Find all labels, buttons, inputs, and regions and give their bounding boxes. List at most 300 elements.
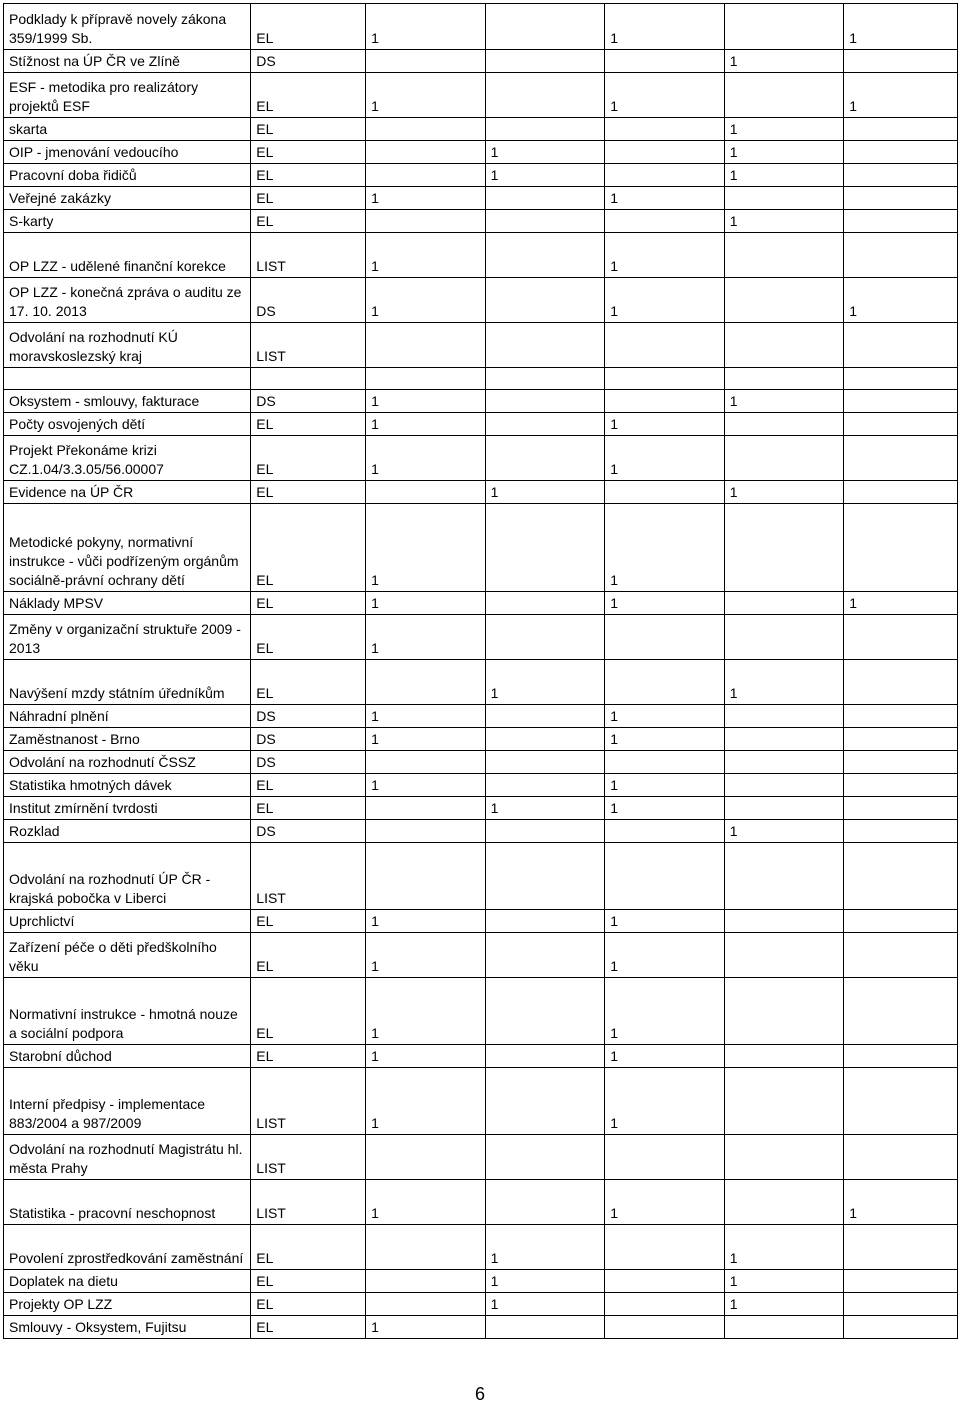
cell-name: Oksystem - smlouvy, fakturace — [4, 390, 251, 413]
cell-col-2 — [485, 187, 605, 210]
cell-col-5 — [844, 705, 958, 728]
cell-col-5 — [844, 933, 958, 978]
cell-col-5 — [844, 118, 958, 141]
cell-col-3: 1 — [605, 278, 725, 323]
table-row — [4, 413, 958, 436]
cell-col-1: 1 — [366, 933, 486, 978]
cell-col-4 — [724, 436, 844, 481]
cell-col-1 — [366, 368, 486, 390]
cell-col-5 — [844, 1068, 958, 1135]
table-row — [4, 660, 958, 705]
records-table — [3, 3, 958, 1339]
cell-col-5 — [844, 164, 958, 187]
cell-col-5 — [844, 390, 958, 413]
cell-type: LIST — [251, 233, 366, 278]
cell-col-2 — [485, 1045, 605, 1068]
table-row — [4, 141, 958, 164]
cell-type: EL — [251, 210, 366, 233]
cell-col-1: 1 — [366, 504, 486, 592]
cell-col-3: 1 — [605, 910, 725, 933]
cell-col-3: 1 — [605, 4, 725, 50]
cell-col-4 — [724, 73, 844, 118]
cell-col-4 — [724, 1045, 844, 1068]
table-row — [4, 4, 958, 50]
cell-col-4 — [724, 368, 844, 390]
table-row — [4, 1316, 958, 1339]
cell-col-3 — [605, 141, 725, 164]
cell-name: Podklady k přípravě novely zákona 359/1999 Sb. — [4, 4, 251, 50]
cell-col-1: 1 — [366, 278, 486, 323]
cell-name: Normativní instrukce - hmotná nouze a sociální podpora — [4, 978, 251, 1045]
cell-col-3: 1 — [605, 73, 725, 118]
cell-col-3: 1 — [605, 592, 725, 615]
cell-type: DS — [251, 50, 366, 73]
cell-type: EL — [251, 1270, 366, 1293]
cell-name: Statistika - pracovní neschopnost — [4, 1180, 251, 1225]
cell-col-5 — [844, 978, 958, 1045]
table-row — [4, 323, 958, 368]
cell-name: Počty osvojených dětí — [4, 413, 251, 436]
cell-col-4 — [724, 843, 844, 910]
cell-col-3 — [605, 751, 725, 774]
table-row — [4, 233, 958, 278]
cell-col-4 — [724, 592, 844, 615]
cell-type: LIST — [251, 323, 366, 368]
cell-col-1 — [366, 1135, 486, 1180]
cell-type: EL — [251, 615, 366, 660]
cell-name: Zaměstnanost - Brno — [4, 728, 251, 751]
cell-col-4: 1 — [724, 1293, 844, 1316]
cell-col-5 — [844, 820, 958, 843]
cell-col-1 — [366, 1270, 486, 1293]
cell-col-4 — [724, 797, 844, 820]
table-row — [4, 368, 958, 390]
cell-col-1: 1 — [366, 436, 486, 481]
cell-name: Evidence na ÚP ČR — [4, 481, 251, 504]
cell-col-1: 1 — [366, 413, 486, 436]
cell-name: Náhradní plnění — [4, 705, 251, 728]
cell-type: DS — [251, 728, 366, 751]
cell-col-3: 1 — [605, 797, 725, 820]
cell-col-5 — [844, 233, 958, 278]
table-row — [4, 1068, 958, 1135]
cell-col-5 — [844, 660, 958, 705]
cell-col-2 — [485, 210, 605, 233]
cell-col-5: 1 — [844, 592, 958, 615]
cell-col-5 — [844, 50, 958, 73]
cell-name: Navýšení mzdy státním úředníkům — [4, 660, 251, 705]
cell-col-5 — [844, 1225, 958, 1270]
cell-col-2: 1 — [485, 1270, 605, 1293]
cell-col-1 — [366, 210, 486, 233]
table-row — [4, 390, 958, 413]
cell-name: Zařízení péče o děti předškolního věku — [4, 933, 251, 978]
cell-col-4 — [724, 504, 844, 592]
cell-col-1 — [366, 164, 486, 187]
table-row — [4, 615, 958, 660]
cell-col-3: 1 — [605, 1045, 725, 1068]
cell-col-1: 1 — [366, 978, 486, 1045]
table-row — [4, 1225, 958, 1270]
cell-type: DS — [251, 705, 366, 728]
cell-type: EL — [251, 592, 366, 615]
cell-col-2 — [485, 1068, 605, 1135]
cell-name: Změny v organizační struktuře 2009 - 2013 — [4, 615, 251, 660]
cell-col-5 — [844, 368, 958, 390]
cell-col-5 — [844, 615, 958, 660]
table-row — [4, 73, 958, 118]
cell-col-1: 1 — [366, 1068, 486, 1135]
cell-col-1 — [366, 751, 486, 774]
cell-col-3 — [605, 1316, 725, 1339]
cell-col-3 — [605, 323, 725, 368]
cell-col-4: 1 — [724, 660, 844, 705]
cell-col-3: 1 — [605, 1068, 725, 1135]
cell-col-2 — [485, 50, 605, 73]
cell-col-1: 1 — [366, 728, 486, 751]
cell-col-1 — [366, 797, 486, 820]
cell-col-1: 1 — [366, 1045, 486, 1068]
cell-type: EL — [251, 660, 366, 705]
cell-name: Starobní důchod — [4, 1045, 251, 1068]
table-row — [4, 1135, 958, 1180]
cell-col-1 — [366, 118, 486, 141]
cell-col-2 — [485, 705, 605, 728]
cell-col-4: 1 — [724, 481, 844, 504]
cell-col-4 — [724, 4, 844, 50]
cell-name: Odvolání na rozhodnutí ÚP ČR - krajská pobočka v Liberci — [4, 843, 251, 910]
cell-col-3 — [605, 390, 725, 413]
cell-col-4: 1 — [724, 820, 844, 843]
cell-col-2 — [485, 843, 605, 910]
cell-col-4 — [724, 187, 844, 210]
cell-name: Institut zmírnění tvrdosti — [4, 797, 251, 820]
cell-col-3 — [605, 368, 725, 390]
cell-col-2 — [485, 368, 605, 390]
cell-col-1 — [366, 820, 486, 843]
table-row — [4, 910, 958, 933]
cell-col-2 — [485, 774, 605, 797]
cell-col-5 — [844, 413, 958, 436]
cell-col-4 — [724, 910, 844, 933]
table-row — [4, 164, 958, 187]
cell-col-1: 1 — [366, 910, 486, 933]
cell-col-2 — [485, 933, 605, 978]
cell-name: Projekty OP LZZ — [4, 1293, 251, 1316]
cell-col-1: 1 — [366, 774, 486, 797]
cell-type: EL — [251, 164, 366, 187]
table-row — [4, 118, 958, 141]
cell-col-4 — [724, 705, 844, 728]
cell-col-1: 1 — [366, 233, 486, 278]
cell-col-3: 1 — [605, 774, 725, 797]
cell-name: Rozklad — [4, 820, 251, 843]
cell-col-2 — [485, 910, 605, 933]
cell-name: OP LZZ - konečná zpráva o auditu ze 17. 10. 2013 — [4, 278, 251, 323]
records-table-body — [4, 4, 958, 1339]
cell-col-4 — [724, 233, 844, 278]
cell-name: Stížnost na ÚP ČR ve Zlíně — [4, 50, 251, 73]
cell-col-2 — [485, 118, 605, 141]
cell-name: Projekt Překonáme krizi CZ.1.04/3.3.05/56.00007 — [4, 436, 251, 481]
table-row — [4, 843, 958, 910]
cell-col-5 — [844, 141, 958, 164]
table-row — [4, 978, 958, 1045]
cell-type: EL — [251, 118, 366, 141]
cell-col-1 — [366, 843, 486, 910]
cell-col-3 — [605, 843, 725, 910]
cell-col-2 — [485, 4, 605, 50]
cell-type: EL — [251, 910, 366, 933]
cell-col-2: 1 — [485, 141, 605, 164]
cell-type — [251, 368, 366, 390]
cell-col-1: 1 — [366, 187, 486, 210]
cell-col-4: 1 — [724, 1225, 844, 1270]
cell-col-2 — [485, 728, 605, 751]
cell-name: Odvolání na rozhodnutí ČSSZ — [4, 751, 251, 774]
cell-col-2 — [485, 436, 605, 481]
cell-col-5: 1 — [844, 278, 958, 323]
table-row — [4, 797, 958, 820]
cell-col-5 — [844, 751, 958, 774]
table-row — [4, 1045, 958, 1068]
cell-col-5 — [844, 1293, 958, 1316]
cell-col-2 — [485, 323, 605, 368]
cell-col-4 — [724, 1135, 844, 1180]
cell-col-3: 1 — [605, 933, 725, 978]
cell-col-2 — [485, 413, 605, 436]
cell-col-2: 1 — [485, 660, 605, 705]
cell-col-5 — [844, 1045, 958, 1068]
cell-type: EL — [251, 978, 366, 1045]
cell-col-4 — [724, 978, 844, 1045]
cell-type: EL — [251, 4, 366, 50]
cell-name: ESF - metodika pro realizátory projektů ESF — [4, 73, 251, 118]
cell-col-1 — [366, 481, 486, 504]
cell-col-3 — [605, 1293, 725, 1316]
cell-col-4 — [724, 933, 844, 978]
cell-col-3: 1 — [605, 233, 725, 278]
cell-name: Smlouvy - Oksystem, Fujitsu — [4, 1316, 251, 1339]
cell-col-2 — [485, 1135, 605, 1180]
cell-col-1 — [366, 660, 486, 705]
cell-col-4 — [724, 774, 844, 797]
cell-type: EL — [251, 413, 366, 436]
cell-name: Metodické pokyny, normativní instrukce - vůči podřízeným orgánům sociálně-právní ochrany dětí — [4, 504, 251, 592]
table-row — [4, 1180, 958, 1225]
cell-col-5 — [844, 728, 958, 751]
cell-type: LIST — [251, 843, 366, 910]
cell-col-4 — [724, 728, 844, 751]
cell-col-5: 1 — [844, 4, 958, 50]
cell-type: EL — [251, 933, 366, 978]
cell-name: Odvolání na rozhodnutí KÚ moravskoslezský kraj — [4, 323, 251, 368]
cell-type: LIST — [251, 1180, 366, 1225]
cell-type: DS — [251, 820, 366, 843]
cell-col-3: 1 — [605, 728, 725, 751]
cell-col-2 — [485, 978, 605, 1045]
table-row — [4, 933, 958, 978]
cell-col-4 — [724, 615, 844, 660]
cell-col-5 — [844, 774, 958, 797]
cell-col-1 — [366, 141, 486, 164]
cell-name: Interní předpisy - implementace 883/2004 a 987/2009 — [4, 1068, 251, 1135]
cell-col-1 — [366, 1225, 486, 1270]
cell-col-2 — [485, 751, 605, 774]
table-row — [4, 50, 958, 73]
cell-col-1: 1 — [366, 1180, 486, 1225]
table-row — [4, 1270, 958, 1293]
cell-col-5 — [844, 481, 958, 504]
cell-col-4: 1 — [724, 141, 844, 164]
table-row — [4, 504, 958, 592]
cell-name: skarta — [4, 118, 251, 141]
cell-type: EL — [251, 187, 366, 210]
cell-col-2: 1 — [485, 797, 605, 820]
cell-col-2 — [485, 504, 605, 592]
cell-col-3: 1 — [605, 187, 725, 210]
cell-col-2: 1 — [485, 1293, 605, 1316]
cell-type: EL — [251, 141, 366, 164]
table-row — [4, 751, 958, 774]
table-row — [4, 705, 958, 728]
table-row — [4, 210, 958, 233]
cell-col-2 — [485, 615, 605, 660]
cell-type: EL — [251, 1225, 366, 1270]
table-row — [4, 592, 958, 615]
cell-col-5 — [844, 910, 958, 933]
table-row — [4, 820, 958, 843]
cell-col-2 — [485, 278, 605, 323]
cell-col-3 — [605, 1135, 725, 1180]
cell-col-1: 1 — [366, 615, 486, 660]
cell-col-5: 1 — [844, 1180, 958, 1225]
cell-col-4 — [724, 1316, 844, 1339]
cell-col-4 — [724, 323, 844, 368]
table-row — [4, 278, 958, 323]
cell-col-3 — [605, 50, 725, 73]
cell-name: Doplatek na dietu — [4, 1270, 251, 1293]
cell-col-1: 1 — [366, 1316, 486, 1339]
cell-col-3: 1 — [605, 705, 725, 728]
cell-name: S-karty — [4, 210, 251, 233]
cell-col-3 — [605, 1270, 725, 1293]
cell-name: Povolení zprostředkování zaměstnání — [4, 1225, 251, 1270]
cell-col-4 — [724, 1068, 844, 1135]
cell-type: DS — [251, 751, 366, 774]
cell-col-1: 1 — [366, 592, 486, 615]
cell-col-3 — [605, 481, 725, 504]
cell-col-5 — [844, 323, 958, 368]
cell-name: Uprchlictví — [4, 910, 251, 933]
cell-name: Veřejné zakázky — [4, 187, 251, 210]
table-row — [4, 436, 958, 481]
cell-col-5 — [844, 1316, 958, 1339]
cell-name: Odvolání na rozhodnutí Magistrátu hl. města Prahy — [4, 1135, 251, 1180]
cell-col-5 — [844, 1135, 958, 1180]
cell-col-5 — [844, 797, 958, 820]
cell-col-3 — [605, 164, 725, 187]
cell-type: LIST — [251, 1135, 366, 1180]
cell-col-3 — [605, 118, 725, 141]
cell-col-3 — [605, 1225, 725, 1270]
cell-col-4: 1 — [724, 210, 844, 233]
cell-col-2 — [485, 1180, 605, 1225]
cell-col-4: 1 — [724, 118, 844, 141]
cell-col-5 — [844, 210, 958, 233]
cell-col-4: 1 — [724, 1270, 844, 1293]
table-row — [4, 1293, 958, 1316]
cell-col-4 — [724, 413, 844, 436]
cell-col-4: 1 — [724, 50, 844, 73]
cell-col-1: 1 — [366, 4, 486, 50]
cell-name: Náklady MPSV — [4, 592, 251, 615]
cell-col-4: 1 — [724, 164, 844, 187]
cell-col-5 — [844, 436, 958, 481]
table-row — [4, 481, 958, 504]
cell-type: EL — [251, 73, 366, 118]
table-row — [4, 774, 958, 797]
cell-col-3: 1 — [605, 1180, 725, 1225]
cell-col-1: 1 — [366, 705, 486, 728]
cell-col-2 — [485, 390, 605, 413]
cell-col-4 — [724, 278, 844, 323]
cell-col-2: 1 — [485, 164, 605, 187]
cell-col-1 — [366, 1293, 486, 1316]
cell-col-3 — [605, 660, 725, 705]
cell-col-3: 1 — [605, 978, 725, 1045]
cell-name: OP LZZ - udělené finanční korekce — [4, 233, 251, 278]
cell-type: EL — [251, 797, 366, 820]
cell-col-2: 1 — [485, 481, 605, 504]
cell-type: EL — [251, 1316, 366, 1339]
cell-col-5 — [844, 843, 958, 910]
cell-col-3 — [605, 615, 725, 660]
cell-name: Pracovní doba řidičů — [4, 164, 251, 187]
table-row — [4, 728, 958, 751]
cell-col-4 — [724, 1180, 844, 1225]
cell-col-2 — [485, 73, 605, 118]
cell-col-1: 1 — [366, 390, 486, 413]
cell-col-5 — [844, 1270, 958, 1293]
cell-col-2 — [485, 820, 605, 843]
cell-col-3: 1 — [605, 504, 725, 592]
cell-col-2 — [485, 1316, 605, 1339]
cell-type: EL — [251, 1293, 366, 1316]
cell-type: EL — [251, 774, 366, 797]
cell-name: Statistika hmotných dávek — [4, 774, 251, 797]
cell-col-3 — [605, 210, 725, 233]
cell-col-2 — [485, 592, 605, 615]
cell-col-1: 1 — [366, 73, 486, 118]
cell-type: LIST — [251, 1068, 366, 1135]
cell-col-5 — [844, 187, 958, 210]
cell-col-3: 1 — [605, 413, 725, 436]
cell-col-1 — [366, 323, 486, 368]
cell-name — [4, 368, 251, 390]
cell-col-4 — [724, 751, 844, 774]
cell-type: EL — [251, 481, 366, 504]
cell-col-3: 1 — [605, 436, 725, 481]
cell-col-5: 1 — [844, 73, 958, 118]
cell-col-4: 1 — [724, 390, 844, 413]
cell-col-3 — [605, 820, 725, 843]
cell-type: EL — [251, 504, 366, 592]
cell-type: DS — [251, 390, 366, 413]
page-number: 6 — [474, 1384, 485, 1404]
cell-col-5 — [844, 504, 958, 592]
cell-col-2 — [485, 233, 605, 278]
